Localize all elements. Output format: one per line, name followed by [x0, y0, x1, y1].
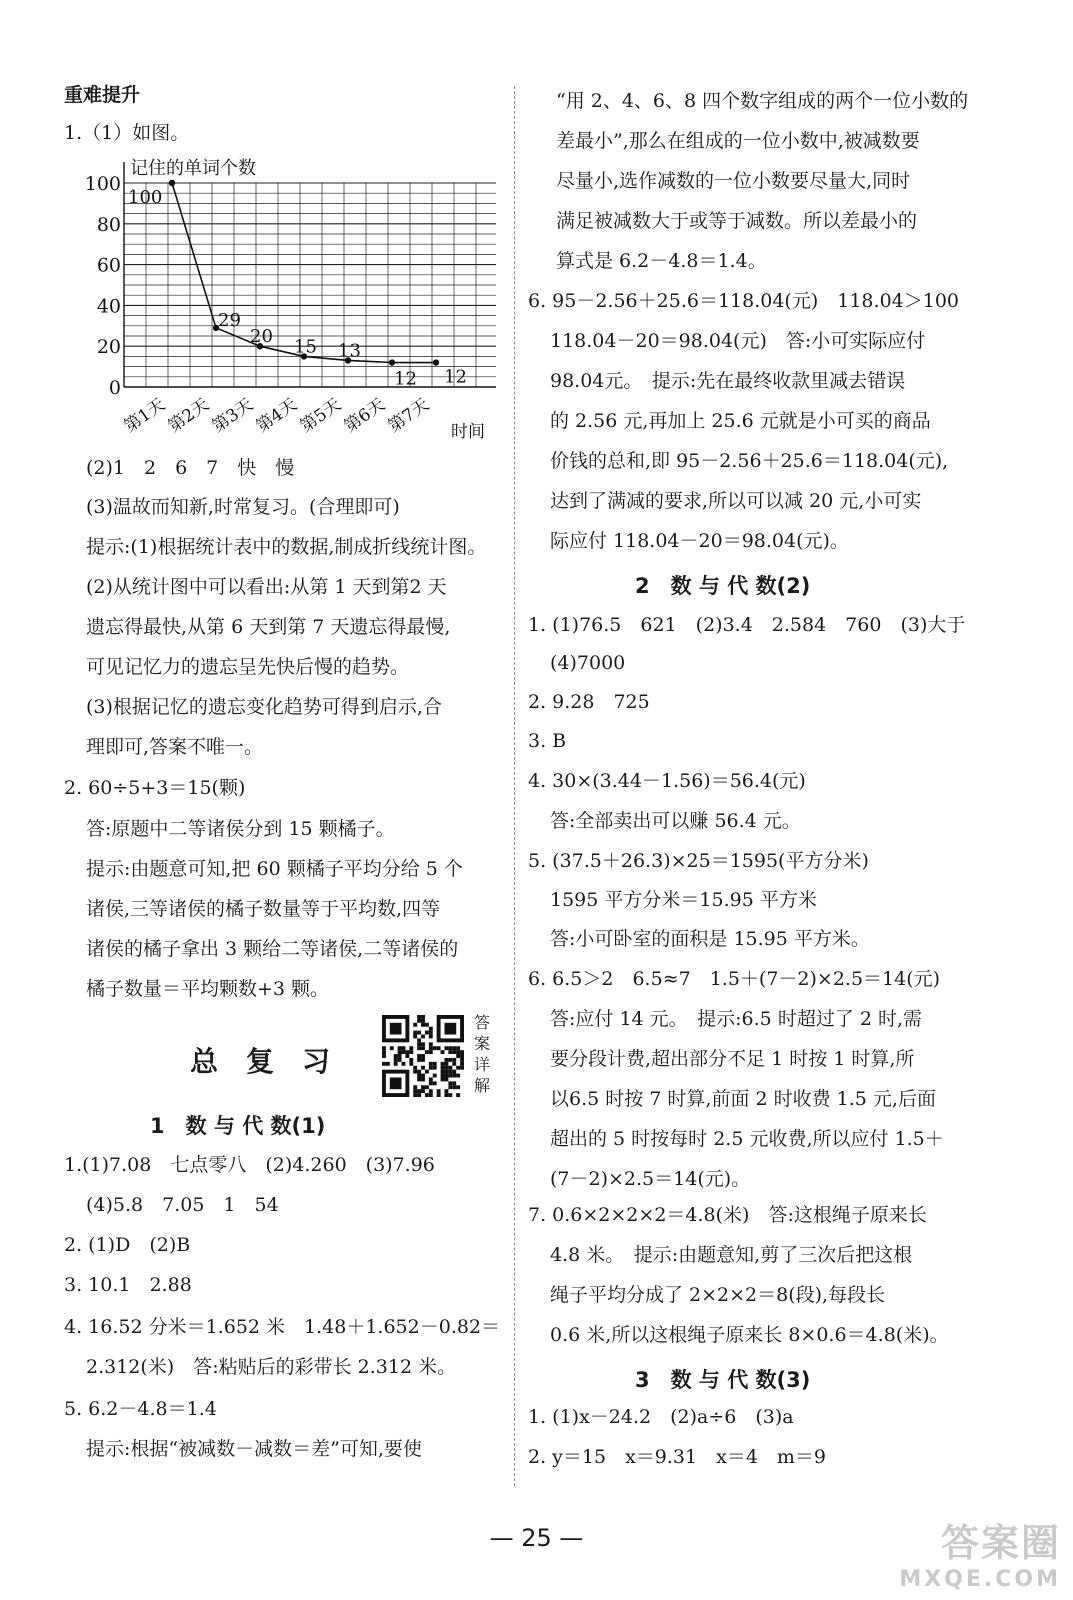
s1-question-4b: 2.312(米) 答:粘贴后的彩带长 2.312 米。	[86, 1356, 457, 1378]
x-tick-label: 第4天	[252, 394, 301, 437]
x-tick-label: 第1天	[120, 394, 169, 437]
y-axis-label: 记住的单词个数	[130, 158, 256, 179]
s2-question-6f: (7－2)×2.5＝14(元)。	[550, 1168, 751, 1190]
data-point	[389, 359, 395, 365]
section-heading: 重难提升	[64, 84, 141, 106]
data-label: 12	[394, 368, 417, 390]
tip-1-line-1: 提示:(1)根据统计表中的数据,制成折线统计图。	[86, 536, 487, 558]
data-point	[169, 180, 175, 186]
q6-line-6: 达到了满减的要求,所以可以减 20 元,小可实	[550, 490, 922, 512]
section-1-title: 1 数 与 代 数(1)	[150, 1114, 326, 1138]
s2-question-5: 5. (37.5＋26.3)×25＝1595(平方分米)	[528, 850, 869, 872]
line-chart	[64, 150, 504, 440]
s3-question-2: 2. y＝15 x＝9.31 x＝4 m＝9	[528, 1446, 827, 1468]
s2-question-7b: 4.8 米。 提示:由题意知,剪了三次后把这根	[550, 1244, 913, 1266]
s2-question-6c: 要分段计费,超出部分不足 1 时按 1 时算,所	[550, 1048, 915, 1070]
q6-line-3: 98.04元。 提示:先在最终收款里减去错误	[550, 370, 906, 392]
s2-question-7c: 绳子平均分成了 2×2×2＝8(段),每段长	[550, 1284, 886, 1306]
s1-question-4a: 4. 16.52 分米＝1.652 米 1.48＋1.652－0.82＝	[64, 1316, 501, 1338]
column-divider	[514, 86, 515, 1486]
qr-code[interactable]	[382, 1015, 464, 1097]
data-label: 13	[338, 340, 361, 362]
tip-2-line-3: 诸侯的橘子拿出 3 颗给二等诸侯,二等诸侯的	[86, 938, 459, 960]
s2-question-1a: 1. (1)76.5 621 (2)3.4 2.584 760 (3)大于	[528, 614, 966, 636]
data-label: 15	[294, 336, 317, 358]
q6-line-1: 6. 95－2.56＋25.6＝118.04(元) 118.04＞100	[528, 290, 960, 312]
q6-line-5: 价钱的总和,即 95－2.56＋25.6＝118.04(元),	[550, 450, 949, 472]
watermark	[899, 1512, 1061, 1592]
s1-question-1b: (4)5.8 7.05 1 54	[86, 1194, 279, 1216]
right-line-1: “用 2、4、6、8 四个数字组成的两个一位小数的	[556, 90, 969, 112]
s2-question-5-answer: 答:小可卧室的面积是 15.95 平方米。	[550, 928, 870, 950]
s1-question-2: 2. (1)D (2)B	[64, 1234, 191, 1256]
s1-question-5-tip: 提示:根据“被减数－减数＝差”可知,要使	[86, 1438, 422, 1460]
tip-1-line-2: (2)从统计图中可以看出:从第 1 天到第2 天	[86, 576, 447, 598]
section-3-title: 3 数 与 代 数(3)	[635, 1368, 811, 1392]
x-tick-label: 第5天	[296, 394, 345, 437]
s2-question-6b: 答:应付 14 元。 提示:6.5 时超过了 2 时,需	[550, 1008, 923, 1030]
data-label: 20	[250, 326, 273, 348]
y-tick-label: 60	[96, 254, 121, 277]
y-tick-label: 80	[96, 213, 121, 236]
tip-1-line-6: 理即可,答案不唯一。	[86, 736, 264, 758]
s2-question-4-answer: 答:全部卖出可以赚 56.4 元。	[550, 810, 801, 832]
x-tick-label: 第3天	[208, 394, 257, 437]
s2-question-6e: 超出的 5 时按每时 2.5 元收费,所以应付 1.5＋	[550, 1128, 944, 1150]
s2-question-1b: (4)7000	[550, 652, 626, 674]
x-axis-label: 时间	[451, 422, 485, 440]
question-2-answer: 答:原题中二等诸侯分到 15 颗橘子。	[86, 818, 395, 840]
s1-question-5: 5. 6.2－4.8＝1.4	[64, 1398, 217, 1420]
q6-line-2: 118.04－20＝98.04(元) 答:小可实际应付	[550, 330, 926, 352]
question-2: 2. 60÷5+3＝15(颗)	[64, 777, 246, 799]
question-1-2: (2)1 2 6 7 快 慢	[86, 457, 295, 479]
tip-1-line-5: (3)根据记忆的遗忘变化趋势可得到启示,合	[86, 696, 442, 718]
tip-2-line-4: 橘子数量＝平均颗数+3 颗。	[86, 978, 330, 1000]
x-tick-label: 第6天	[340, 394, 389, 437]
s1-question-1a: 1.(1)7.08 七点零八 (2)4.260 (3)7.96	[64, 1154, 435, 1176]
question-1-3: (3)温故而知新,时常复习。(合理即可)	[86, 496, 400, 518]
tip-1-line-4: 可见记忆力的遗忘呈先快后慢的趋势。	[86, 656, 410, 678]
right-line-4: 满足被减数大于或等于减数。所以差最小的	[556, 210, 918, 232]
data-label: 12	[444, 366, 467, 388]
s2-question-6: 6. 6.5＞2 6.5≈7 1.5＋(7－2)×2.5＝14(元)	[528, 968, 941, 990]
s2-question-6d: 以6.5 时按 7 时算,前面 2 时收费 1.5 元,后面	[550, 1088, 936, 1110]
right-line-5: 算式是 6.2－4.8＝1.4。	[556, 250, 767, 272]
s3-question-1: 1. (1)x－24.2 (2)a÷6 (3)a	[528, 1406, 794, 1428]
right-line-3: 尽量小,选作减数的一位小数要尽量大,同时	[556, 170, 911, 192]
right-line-2: 差最小”,那么在组成的一位小数中,被减数要	[556, 130, 920, 152]
q6-line-4: 的 2.56 元,再加上 25.6 元就是小可买的商品	[550, 410, 931, 432]
y-tick-label: 100	[84, 173, 121, 195]
review-title: 总 复 习	[190, 1045, 331, 1078]
s2-question-7d: 0.6 米,所以这根绳子原来长 8×0.6＝4.8(米)。	[550, 1324, 949, 1346]
s1-question-3: 3. 10.1 2.88	[64, 1274, 192, 1296]
data-label: 29	[218, 309, 241, 331]
section-2-title: 2 数 与 代 数(2)	[635, 574, 811, 598]
x-tick-label: 第2天	[164, 394, 213, 437]
data-label: 100	[128, 187, 163, 208]
qr-label: 答案详解	[474, 1013, 491, 1095]
watermark-logo: 答案圈	[940, 1521, 1061, 1565]
tip-2-line-2: 诸侯,三等诸侯的橘子数量等于平均数,四等	[86, 898, 441, 920]
s2-question-4: 4. 30×(3.44－1.56)＝56.4(元)	[528, 770, 806, 792]
s2-question-5b: 1595 平方分米＝15.95 平方米	[550, 889, 817, 911]
y-tick-label: 20	[96, 336, 121, 359]
s2-question-2: 2. 9.28 725	[528, 691, 650, 713]
x-tick-label: 第7天	[384, 394, 433, 437]
data-point	[433, 359, 439, 365]
s2-question-7: 7. 0.6×2×2×2＝4.8(米) 答:这根绳子原来长	[528, 1204, 927, 1226]
y-tick-label: 0	[108, 377, 121, 399]
q6-line-7: 际应付 118.04－20＝98.04(元)。	[550, 530, 849, 552]
watermark-url: MXQE.COM	[899, 1567, 1061, 1592]
question-1-1: 1.（1）如图。	[64, 122, 190, 144]
page-number: — 25 —	[489, 1524, 584, 1552]
tip-2-line-1: 提示:由题意可知,把 60 颗橘子平均分给 5 个	[86, 858, 463, 880]
y-tick-label: 40	[96, 295, 121, 318]
s2-question-3: 3. B	[528, 730, 567, 752]
tip-1-line-3: 遗忘得最快,从第 6 天到第 7 天遗忘得最慢,	[86, 616, 451, 638]
